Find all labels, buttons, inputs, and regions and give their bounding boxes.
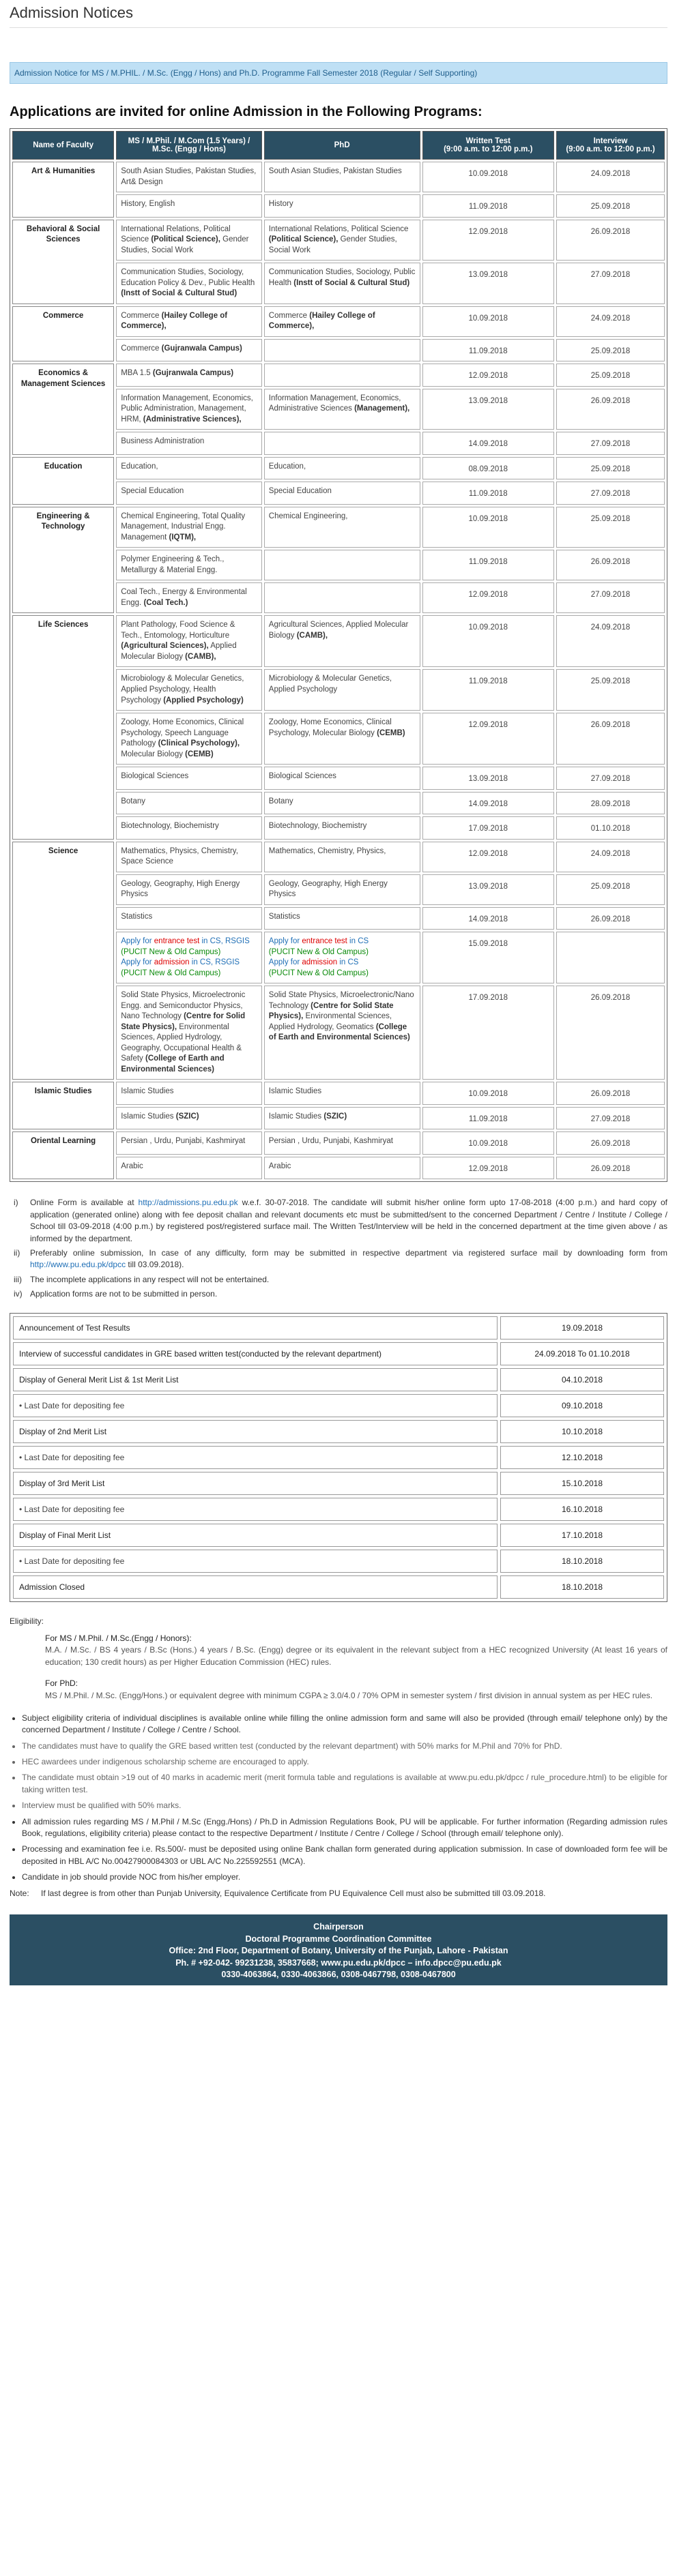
schedule-date: 24.09.2018 To 01.10.2018 <box>500 1342 664 1365</box>
schedule-row <box>13 1575 664 1599</box>
ms-programs-cell: Biotechnology, Biochemistry <box>116 816 262 840</box>
written-test-date: 11.09.2018 <box>422 482 555 505</box>
interview-date: 26.09.2018 <box>556 220 665 261</box>
phd-programs-cell: Special Education <box>264 482 420 505</box>
phd-programs-cell: South Asian Studies, Pakistan Studies <box>264 162 420 192</box>
interview-date: 24.09.2018 <box>556 306 665 337</box>
program-row <box>12 1131 665 1155</box>
written-test-date: 11.09.2018 <box>422 1107 555 1130</box>
schedule-row <box>13 1394 664 1417</box>
schedule-date: 18.10.2018 <box>500 1575 664 1599</box>
interview-date: 26.09.2018 <box>556 1082 665 1105</box>
written-test-date: 14.09.2018 <box>422 907 555 930</box>
schedule-row <box>13 1368 664 1391</box>
interview-date: 26.09.2018 <box>556 907 665 930</box>
written-test-date: 14.09.2018 <box>422 432 555 455</box>
programs-header-row <box>12 131 665 160</box>
phd-programs-cell: Solid State Physics, Microelectronic/Nano Technology (Centre for Solid State Physics), Environmental Sciences, Applied Hydrology, Geomatics (College of Earth and Environmental Sciences) <box>264 986 420 1080</box>
footer-committee: Doctoral Programme Coordination Committee <box>245 1934 432 1944</box>
title-divider <box>10 27 667 28</box>
schedule-date: 04.10.2018 <box>500 1368 664 1391</box>
eligibility-phd <box>45 1678 667 1702</box>
instruction-text: Preferably online submission, In case of any difficulty, form may be submitted in respective department via registered surface mail by downloading form from http://www.pu.edu.pk/dpcc till 03.09.2018). <box>30 1248 667 1270</box>
interview-date: 24.09.2018 <box>556 162 665 192</box>
phd-programs-cell: Chemical Engineering, <box>264 507 420 548</box>
ms-programs-cell: History, English <box>116 194 262 218</box>
schedule-date: 09.10.2018 <box>500 1394 664 1417</box>
phd-programs-cell: Commerce (Hailey College of Commerce), <box>264 306 420 337</box>
instruction-number: iv) <box>14 1289 23 1299</box>
footer-contact: Ph. # +92-042- 99231238, 35837668; www.pu.edu.pk/dpcc – info.dpcc@pu.edu.pk <box>175 1957 502 1968</box>
faculty-name: Education <box>12 457 114 505</box>
ms-programs-cell: Chemical Engineering, Total Quality Management, Industrial Engg. Management (IQTM), <box>116 507 262 548</box>
rule-item: • All admission rules regarding MS / M.Phil / M.Sc (Engg./Hons) / Ph.D in Admission Regulations Book, PU will be applicable. For further information (Regarding admission rules Book, regulations, eligibility criteria) please contact to the respective Department / Institute / Centre / College / School (through email/ telephone only). <box>22 1816 667 1840</box>
interview-date: 26.09.2018 <box>556 1131 665 1155</box>
written-test-date: 13.09.2018 <box>422 389 555 430</box>
ms-programs-cell: Mathematics, Physics, Chemistry, Space Science <box>116 842 262 872</box>
faculty-name: Oriental Learning <box>12 1131 114 1179</box>
instruction-item <box>14 1288 667 1300</box>
interview-date: 01.10.2018 <box>556 816 665 840</box>
interview-date: 25.09.2018 <box>556 669 665 711</box>
instruction-text: Application forms are not to be submitted in person. <box>30 1289 218 1299</box>
rule-item: • Subject eligibility criteria of individual disciplines is available online while filling the online admission form and same will also be provided (through email/ telephone only) by the concerned Department / Institute / College / Centre / School. <box>22 1713 667 1736</box>
phd-programs-cell <box>264 364 420 387</box>
written-test-date: 12.09.2018 <box>422 713 555 765</box>
schedule-event: • Last Date for depositing fee <box>13 1394 498 1417</box>
ms-programs-cell: Communication Studies, Sociology, Education Policy & Dev., Public Health (Instt of Social & Cultural Stud) <box>116 263 262 304</box>
header-faculty: Name of Faculty <box>12 131 114 160</box>
ms-programs-cell: Statistics <box>116 907 262 930</box>
phd-programs-cell: Information Management, Economics, Administrative Sciences (Management), <box>264 389 420 430</box>
written-test-date: 17.09.2018 <box>422 986 555 1080</box>
faculty-name: Behavioral & Social Sciences <box>12 220 114 304</box>
ms-programs-cell: Biological Sciences <box>116 767 262 790</box>
schedule-date: 10.10.2018 <box>500 1420 664 1443</box>
written-test-date: 13.09.2018 <box>422 767 555 790</box>
rule-item: • Interview must be qualified with 50% marks. <box>22 1800 667 1811</box>
interview-date: 26.09.2018 <box>556 713 665 765</box>
phd-programs-cell: Mathematics, Chemistry, Physics, <box>264 842 420 872</box>
schedule-row <box>13 1498 664 1521</box>
program-row <box>12 615 665 667</box>
rule-item: • The candidates must have to qualify the GRE based written test (conducted by the relevant department) with 50% marks for M.Phil and 70% for PhD. <box>22 1741 667 1752</box>
written-test-date: 11.09.2018 <box>422 339 555 362</box>
written-test-date: 11.09.2018 <box>422 669 555 711</box>
programs-table <box>10 128 667 1182</box>
instructions-list <box>14 1197 667 1300</box>
schedule-date: 12.10.2018 <box>500 1446 664 1469</box>
phd-programs-cell: Education, <box>264 457 420 480</box>
ms-programs-cell: Islamic Studies <box>116 1082 262 1105</box>
ms-programs-cell: MBA 1.5 (Gujranwala Campus) <box>116 364 262 387</box>
header-interview: Interview (9:00 a.m. to 12:00 p.m.) <box>556 131 665 160</box>
interview-date: 28.09.2018 <box>556 792 665 815</box>
footer-phones: 0330-4063864, 0330-4063866, 0308-0467798, 0308-0467800 <box>221 1970 456 1979</box>
schedule-table <box>10 1313 667 1602</box>
ms-programs-cell: Zoology, Home Economics, Clinical Psychology, Speech Language Pathology (Clinical Psychology), Molecular Biology (CEMB) <box>116 713 262 765</box>
written-test-date: 10.09.2018 <box>422 162 555 192</box>
written-test-date: 12.09.2018 <box>422 842 555 872</box>
ms-programs-cell: Commerce (Gujranwala Campus) <box>116 339 262 362</box>
written-test-date: 12.09.2018 <box>422 364 555 387</box>
rule-item: • Processing and examination fee i.e. Rs.500/- must be deposited using online Bank challan form generated during application submission. In case of downloaded form fee will be deposited in HBL A/C No.00427900084303 or UBL A/C No.225592551 (MCA). <box>22 1844 667 1867</box>
phd-programs-cell <box>264 339 420 362</box>
schedule-row <box>13 1472 664 1495</box>
phd-programs-cell: Microbiology & Molecular Genetics, Applied Psychology <box>264 669 420 711</box>
interview-date: 27.09.2018 <box>556 432 665 455</box>
instruction-item <box>14 1247 667 1271</box>
schedule-event: • Last Date for depositing fee <box>13 1550 498 1573</box>
program-row <box>12 842 665 872</box>
interview-date: 24.09.2018 <box>556 842 665 872</box>
written-test-date: 08.09.2018 <box>422 457 555 480</box>
header-phd: PhD <box>264 131 420 160</box>
instruction-number: ii) <box>14 1248 20 1258</box>
schedule-event: Display of General Merit List & 1st Merit List <box>13 1368 498 1391</box>
schedule-row <box>13 1420 664 1443</box>
program-row <box>12 1082 665 1105</box>
written-test-date: 10.09.2018 <box>422 507 555 548</box>
written-test-date: 10.09.2018 <box>422 1131 555 1155</box>
ms-programs-cell: Solid State Physics, Microelectronic Engg. and Semiconductor Physics, Nano Technology (Centre for Solid State Physics), Environmental Sciences, Applied Hydrology, Geography, Occupational Health & Safety (College of Earth and Environmental Sciences) <box>116 986 262 1080</box>
faculty-name: Life Sciences <box>12 615 114 839</box>
interview-date: 25.09.2018 <box>556 457 665 480</box>
ms-programs-cell: Microbiology & Molecular Genetics, Applied Psychology, Health Psychology (Applied Psychology) <box>116 669 262 711</box>
phd-programs-cell: International Relations, Political Science (Political Science), Gender Studies, Social Work <box>264 220 420 261</box>
phd-programs-cell: Botany <box>264 792 420 815</box>
phd-programs-cell <box>264 582 420 613</box>
schedule-event: Admission Closed <box>13 1575 498 1599</box>
eligibility-ms-heading: For MS / M.Phil. / M.Sc.(Engg / Honors): <box>45 1633 192 1643</box>
schedule-row <box>13 1342 664 1365</box>
ms-programs-cell: Geology, Geography, High Energy Physics <box>116 874 262 905</box>
program-row <box>12 507 665 548</box>
written-test-date: 11.09.2018 <box>422 550 555 580</box>
phd-programs-cell <box>264 432 420 455</box>
equivalence-note <box>10 1888 667 1899</box>
faculty-name: Economics & Management Sciences <box>12 364 114 455</box>
ms-programs-cell: International Relations, Political Science (Political Science), Gender Studies, Social Work <box>116 220 262 261</box>
ms-programs-cell: Special Education <box>116 482 262 505</box>
instruction-number: i) <box>14 1198 18 1208</box>
phd-programs-cell: Communication Studies, Sociology, Public Health (Instt of Social & Cultural Stud) <box>264 263 420 304</box>
program-row <box>12 364 665 387</box>
written-test-date: 15.09.2018 <box>422 932 555 983</box>
faculty-name: Commerce <box>12 306 114 362</box>
schedule-event: Display of Final Merit List <box>13 1524 498 1547</box>
programs-table-body <box>12 162 665 1179</box>
footer-title: Chairperson <box>313 1922 364 1931</box>
schedule-date: 15.10.2018 <box>500 1472 664 1495</box>
ms-programs-cell: Polymer Engineering & Tech., Metallurgy & Material Engg. <box>116 550 262 580</box>
note-text: If last degree is from other than Punjab University, Equivalence Certificate from PU Equivalence Cell must also be submitted till 03.09.2018. <box>41 1888 546 1898</box>
phd-programs-cell: Geology, Geography, High Energy Physics <box>264 874 420 905</box>
interview-date <box>556 932 665 983</box>
eligibility-ms <box>45 1633 667 1668</box>
interview-date: 26.09.2018 <box>556 986 665 1080</box>
eligibility-phd-heading: For PhD: <box>45 1678 78 1689</box>
ms-programs-cell: Botany <box>116 792 262 815</box>
instruction-item <box>14 1197 667 1245</box>
schedule-date: 19.09.2018 <box>500 1316 664 1339</box>
ms-programs-cell: Education, <box>116 457 262 480</box>
schedule-event: Announcement of Test Results <box>13 1316 498 1339</box>
interview-date: 25.09.2018 <box>556 507 665 548</box>
phd-programs-cell: Persian , Urdu, Punjabi, Kashmiryat <box>264 1131 420 1155</box>
ms-programs-cell: Business Administration <box>116 432 262 455</box>
phd-programs-cell: Statistics <box>264 907 420 930</box>
instruction-text: The incomplete applications in any respect will not be entertained. <box>30 1274 270 1284</box>
schedule-event: Display of 2nd Merit List <box>13 1420 498 1443</box>
faculty-name: Art & Humanities <box>12 162 114 218</box>
written-test-date: 11.09.2018 <box>422 194 555 218</box>
written-test-date: 12.09.2018 <box>422 582 555 613</box>
page-title: Admission Notices <box>10 4 133 21</box>
interview-date: 27.09.2018 <box>556 767 665 790</box>
phd-programs-cell: Zoology, Home Economics, Clinical Psychology, Molecular Biology (CEMB) <box>264 713 420 765</box>
interview-date: 27.09.2018 <box>556 263 665 304</box>
rule-item: • The candidate must obtain >19 out of 40 marks in academic merit (merit formula table and regulations is available at www.pu.edu.pk/dpcc / rule_procedure.html) to be eligible for taking written test. <box>22 1772 667 1796</box>
phd-programs-cell: Islamic Studies <box>264 1082 420 1105</box>
header-written-test: Written Test (9:00 a.m. to 12:00 p.m.) <box>422 131 555 160</box>
ms-programs-cell: South Asian Studies, Pakistan Studies, Art& Design <box>116 162 262 192</box>
ms-programs-cell: Information Management, Economics, Public Administration, Management, HRM, (Administrative Sciences), <box>116 389 262 430</box>
interview-date: 26.09.2018 <box>556 1157 665 1180</box>
schedule-date: 16.10.2018 <box>500 1498 664 1521</box>
faculty-name: Science <box>12 842 114 1080</box>
schedule-row <box>13 1316 664 1339</box>
interview-date: 25.09.2018 <box>556 194 665 218</box>
faculty-name: Engineering & Technology <box>12 507 114 614</box>
instruction-text: Online Form is available at http://admissions.pu.edu.pk w.e.f. 30-07-2018. The candidate will submit his/her online form upto 17-08-2018 (4:00 p.m.) and hard copy of application (generated online) along with fee deposit challan and relevant documents etc must be submitted/sent to the concerned Department / Centre / Institute / College / School till 03-09-2018 (4:00 p.m.) by registered post/registered surface mail. The Written Test/Interview will be held in the concerned department at the time given above / as informed by the department. <box>30 1198 667 1243</box>
schedule-event: • Last Date for depositing fee <box>13 1446 498 1469</box>
written-test-date: 14.09.2018 <box>422 792 555 815</box>
eligibility-section <box>10 1616 667 1702</box>
interview-date: 27.09.2018 <box>556 482 665 505</box>
written-test-date: 12.09.2018 <box>422 220 555 261</box>
phd-programs-cell: Biotechnology, Biochemistry <box>264 816 420 840</box>
rule-item: • HEC awardees under indigenous scholarship scheme are encouraged to apply. <box>22 1756 667 1768</box>
admission-link[interactable]: http://www.pu.edu.pk/dpcc <box>30 1260 126 1270</box>
phd-programs-cell: Islamic Studies (SZIC) <box>264 1107 420 1130</box>
program-row <box>12 306 665 337</box>
phd-programs-cell: History <box>264 194 420 218</box>
faculty-name: Islamic Studies <box>12 1082 114 1129</box>
rules-bullet-list <box>22 1713 667 1884</box>
program-row <box>12 457 665 480</box>
schedule-event: Display of 3rd Merit List <box>13 1472 498 1495</box>
ms-programs-cell: Plant Pathology, Food Science & Tech., Entomology, Horticulture (Agricultural Sciences), Applied Molecular Biology (CAMB), <box>116 615 262 667</box>
schedule-date: 17.10.2018 <box>500 1524 664 1547</box>
phd-programs-cell: Arabic <box>264 1157 420 1180</box>
ms-programs-cell: Persian , Urdu, Punjabi, Kashmiryat <box>116 1131 262 1155</box>
written-test-date: 10.09.2018 <box>422 1082 555 1105</box>
interview-date: 26.09.2018 <box>556 550 665 580</box>
written-test-date: 10.09.2018 <box>422 306 555 337</box>
rule-item: • Candidate in job should provide NOC from his/her employer. <box>22 1871 667 1883</box>
note-label: Note: <box>10 1888 29 1898</box>
contact-footer <box>10 1914 667 1985</box>
schedule-row <box>13 1550 664 1573</box>
programs-heading: Applications are invited for online Admission in the Following Programs: <box>10 104 482 119</box>
interview-date: 25.09.2018 <box>556 364 665 387</box>
written-test-date: 13.09.2018 <box>422 263 555 304</box>
written-test-date: 12.09.2018 <box>422 1157 555 1180</box>
phd-programs-cell: Agricultural Sciences, Applied Molecular Biology (CAMB), <box>264 615 420 667</box>
ms-programs-cell: Coal Tech., Energy & Environmental Engg. (Coal Tech.) <box>116 582 262 613</box>
schedule-event: Interview of successful candidates in GRE based written test(conducted by the relevant department) <box>13 1342 498 1365</box>
interview-date: 24.09.2018 <box>556 615 665 667</box>
written-test-date: 10.09.2018 <box>422 615 555 667</box>
schedule-event: • Last Date for depositing fee <box>13 1498 498 1521</box>
schedule-row <box>13 1524 664 1547</box>
footer-address: Office: 2nd Floor, Department of Botany, University of the Punjab, Lahore - Pakistan <box>169 1946 508 1955</box>
eligibility-title: Eligibility: <box>10 1616 44 1626</box>
interview-date: 25.09.2018 <box>556 339 665 362</box>
schedule-date: 18.10.2018 <box>500 1550 664 1573</box>
written-test-date: 13.09.2018 <box>422 874 555 905</box>
schedule-row <box>13 1446 664 1469</box>
phd-programs-cell: Apply for entrance test in CS (PUCIT New & Old Campus) Apply for admission in CS (PUCIT New & Old Campus) <box>264 932 420 983</box>
program-row <box>12 220 665 261</box>
ms-programs-cell: Islamic Studies (SZIC) <box>116 1107 262 1130</box>
phd-programs-cell <box>264 550 420 580</box>
ms-programs-cell: Commerce (Hailey College of Commerce), <box>116 306 262 337</box>
instruction-item <box>14 1274 667 1286</box>
eligibility-ms-text: M.A. / M.Sc. / BS 4 years / B.Sc (Hons.) 4 years / B.Sc. (Engg) degree or its equivalent in the relevant subject from a HEC recognized University (At least 16 years of education; 130 credit hours) as per Higher Education Commission (HEC) rules. <box>45 1645 667 1667</box>
interview-date: 26.09.2018 <box>556 389 665 430</box>
interview-date: 27.09.2018 <box>556 1107 665 1130</box>
phd-programs-cell: Biological Sciences <box>264 767 420 790</box>
ms-programs-cell: Apply for entrance test in CS, RSGIS (PUCIT New & Old Campus) Apply for admission in CS, RSGIS (PUCIT New & Old Campus) <box>116 932 262 983</box>
interview-date: 25.09.2018 <box>556 874 665 905</box>
instruction-number: iii) <box>14 1274 22 1284</box>
notice-banner: Admission Notice for MS / M.PHIL. / M.Sc. (Engg / Hons) and Ph.D. Programme Fall Semester 2018 (Regular / Self Supporting) <box>10 62 667 84</box>
admission-link[interactable]: http://admissions.pu.edu.pk <box>138 1198 238 1208</box>
interview-date: 27.09.2018 <box>556 582 665 613</box>
eligibility-phd-text: MS / M.Phil. / M.Sc. (Engg/Hons.) or equivalent degree with minimum CGPA ≥ 3.0/4.0 / 70% OPM in semester system / first division in annual system as per HEC rules. <box>45 1690 653 1700</box>
written-test-date: 17.09.2018 <box>422 816 555 840</box>
program-row <box>12 162 665 192</box>
header-ms: MS / M.Phil. / M.Com (1.5 Years) / M.Sc. (Engg / Hons) <box>116 131 262 160</box>
ms-programs-cell: Arabic <box>116 1157 262 1180</box>
